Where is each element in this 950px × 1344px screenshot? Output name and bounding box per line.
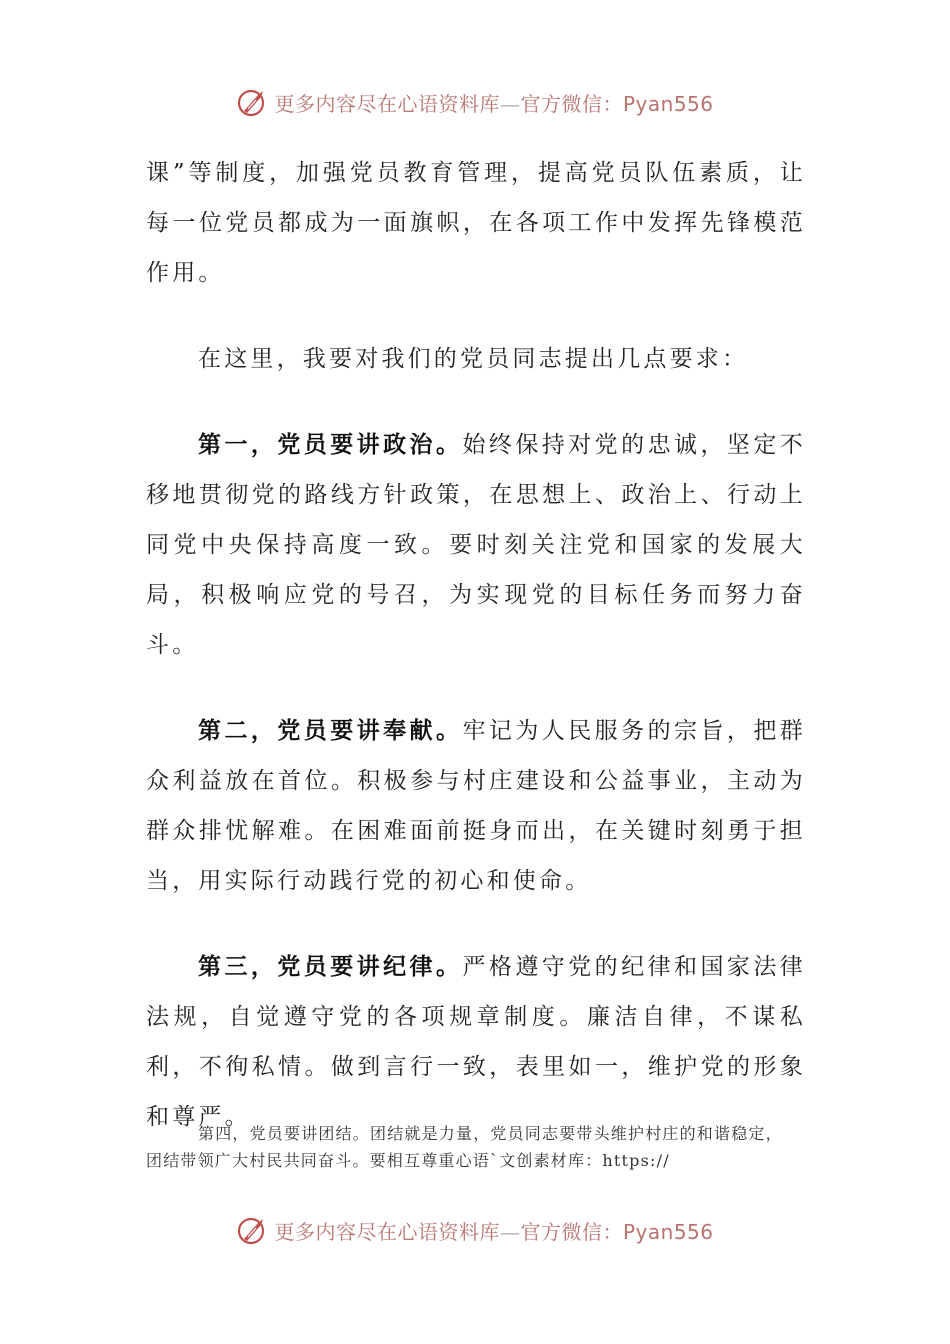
banner-text xyxy=(274,1216,713,1245)
footer-banner xyxy=(0,1210,950,1250)
banner-wechat-id: Pyan556 xyxy=(622,91,714,116)
paragraph-3 xyxy=(146,420,806,670)
paragraph-2 xyxy=(146,334,806,384)
banner-wechat-label: 官方微信： xyxy=(520,1219,623,1244)
banner-dash: — xyxy=(499,91,521,116)
banner-brand: 更多内容尽在心语资料库 xyxy=(274,1219,500,1244)
paragraph-4-heading: 第二，党员要讲奉献。 xyxy=(198,717,463,744)
document-body xyxy=(146,148,806,1142)
paragraph-3-heading: 第一，党员要讲政治。 xyxy=(198,431,463,458)
paragraph-2-text: 在这里，我要对我们的党员同志提出几点要求： xyxy=(198,346,749,372)
paragraph-1-text: 课”等制度，加强党员教育管理，提高党员队伍素质，让每一位党员都成为一面旗帜，在各项工作中发挥先锋模范作用。 xyxy=(146,160,806,286)
paragraph-3-text: 始终保持对党的忠诚，坚定不移地贯彻党的路线方针政策，在思想上、政治上、行动上同党中央保持高度一致。要时刻关注党和国家的发展大局，积极响应党的号召，为实现党的目标任务而努力奋斗。 xyxy=(146,432,806,658)
banner-brand: 更多内容尽在心语资料库 xyxy=(274,91,500,116)
paragraph-4-text: 牢记为人民服务的宗旨，把群众利益放在首位。积极参与村庄建设和公益事业，主动为群众排忧解难。在困难面前挺身而出，在关键时刻勇于担当，用实际行动践行党的初心和使命。 xyxy=(146,718,806,894)
pen-nib-logo-icon xyxy=(236,85,270,119)
paragraph-5-heading: 第三，党员要讲纪律。 xyxy=(198,953,463,980)
paragraph-1 xyxy=(146,148,806,298)
header-banner xyxy=(0,82,950,122)
banner-text xyxy=(274,88,713,117)
pen-nib-logo-icon xyxy=(236,1213,270,1247)
paragraph-5-text: 严格遵守党的纪律和国家法律法规，自觉遵守党的各项规章制度。廉洁自律，不谋私利，不徇私情。做到言行一致，表里如一，维护党的形象和尊严。 xyxy=(146,954,806,1130)
paragraph-4 xyxy=(146,706,806,906)
banner-wechat-id: Pyan556 xyxy=(622,1219,714,1244)
paragraph-5 xyxy=(146,942,806,1142)
banner-wechat-label: 官方微信： xyxy=(520,91,623,116)
footnote-paragraph: 第四，党员要讲团结。团结就是力量，党员同志要带头维护村庄的和谐稳定，团结带领广大村民共同奋斗。要相互尊重心语`文创素材库：https:// xyxy=(146,1124,783,1170)
banner-dash: — xyxy=(499,1219,521,1244)
